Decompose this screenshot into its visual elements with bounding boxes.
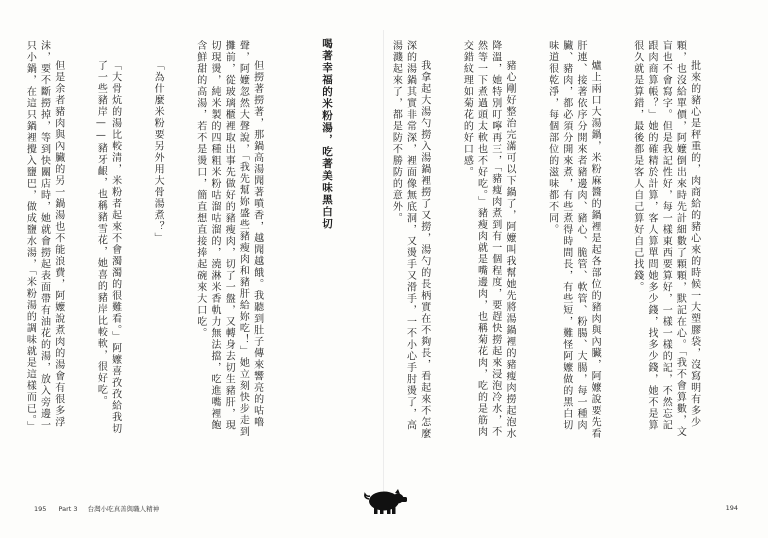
right-page-body (390, 40, 729, 440)
running-title: 台灣小吃真善與職人精神 (87, 505, 160, 513)
paragraph: 我拿起大湯勺撈入湯鍋裡撈了又撈，湯勺的長柄實在不夠長，看起來不怎麼深的湯鍋其實非常深，裡面像無底洞，又燙手又滑手，一不小心手肘燙了，高湯濺起來了，都是防不勝防的意外。 (390, 40, 430, 440)
section-heading: 喝著幸福的米粉湯，吃著美味黑白切 (321, 38, 333, 230)
left-page-footer (34, 504, 159, 513)
left-page-body (20, 40, 292, 440)
page-number: 194 (725, 504, 738, 512)
right-page-footer (726, 504, 738, 512)
paragraph: 但是余者豬肉與內臟的另一鍋湯也不能浪費，阿嬤說煮肉的湯會有很多浮沫，要不斷撈掉，等到快關店時，她就會撈起表面帶有油花的湯，放入旁邊一只小鍋，在這只鍋裡攪入鹽巴，做成鹽水湯，「米粉湯的調味就是這樣而已。」 (24, 40, 64, 433)
paragraph: 但撈著撈著，那鍋高湯聞著噴香，越聞越餓。我聽到肚子傳來響亮的咕嚕聲，阿嬤忽然大聲說，「我先幫妳盛些豬瘦肉和豬肝給妳吃！」她立刻快步走到攤前，從玻璃櫃裡取出事先做好的豬瘦肉，切了一盤，又轉身去切生豬肝，現切現燙，純米製的四種粗米粉咕溜咕溜的，澆淋米香軌力無法擋，吃進嘴裡飽含鮮甜的高湯，若不是燙口，簡直想直接捧起碗來大口吃。 (194, 40, 263, 438)
paragraph: 爐上兩口大湯鍋，米粉麻醬的鍋裡是起各部位的豬肉與內臟，阿嬤說要先看肝連、接著依序分開來者豬邊肉、豬心、脆管、軟管、粉腸、大腸，每一種肉臟、豬肉，都必須分開來煮，有些煮得時間長，有些短，難怪阿嬤做的黑白切味道很乾淨，每個部位的滋味都不同。 (546, 40, 601, 440)
dialogue-line: 「大骨炕的湯比較清，米粉者起來不會濁濁的很難看。」阿嬤喜孜孜給我切了一些豬岸——豬牙齦，也稱豬雪花，她喜的豬岸比較軟，很好吃。 (95, 60, 121, 435)
dialogue-line: 「為什麼米粉要另外用大骨湯煮？」 (152, 60, 164, 244)
part-label: Part 3 (58, 505, 78, 513)
page-number: 195 (34, 505, 47, 513)
pig-icon (359, 486, 409, 516)
paragraph: 批來的豬心是秤重的，肉商給的豬心來的時候一大塑膠袋，沒寫明有多少顆，也沒給單價，阿嬤倒出來時先計細數了顆顆，默記在心。「我不會算數，文盲也不會寫字。但是我記性好，每一樣東西要算好，一樣一樣的記，不然忘記跟肉商算帳？」她的確精於計算，客人算單問她多少錢，找多少錢，她不是算很久就是算錯，最後都是客人自己算好自己找錢。 (631, 40, 700, 438)
paragraph: 豬心剛好整治完滿可以下鍋了，阿嬤叫我幫她先將湯鍋裡的豬瘦肉撈起泡水降溫，她特別叮嚀再三，「豬瘦肉煮到有一個程度，要趕快撈起來浸泡冷水，不然等一下煮過頭太軟也不好吃。」豬瘦肉就是嘴邊肉，也稱菊花肉，吃的是筋肉交錯紋理如菊花的好口感。 (461, 40, 515, 440)
